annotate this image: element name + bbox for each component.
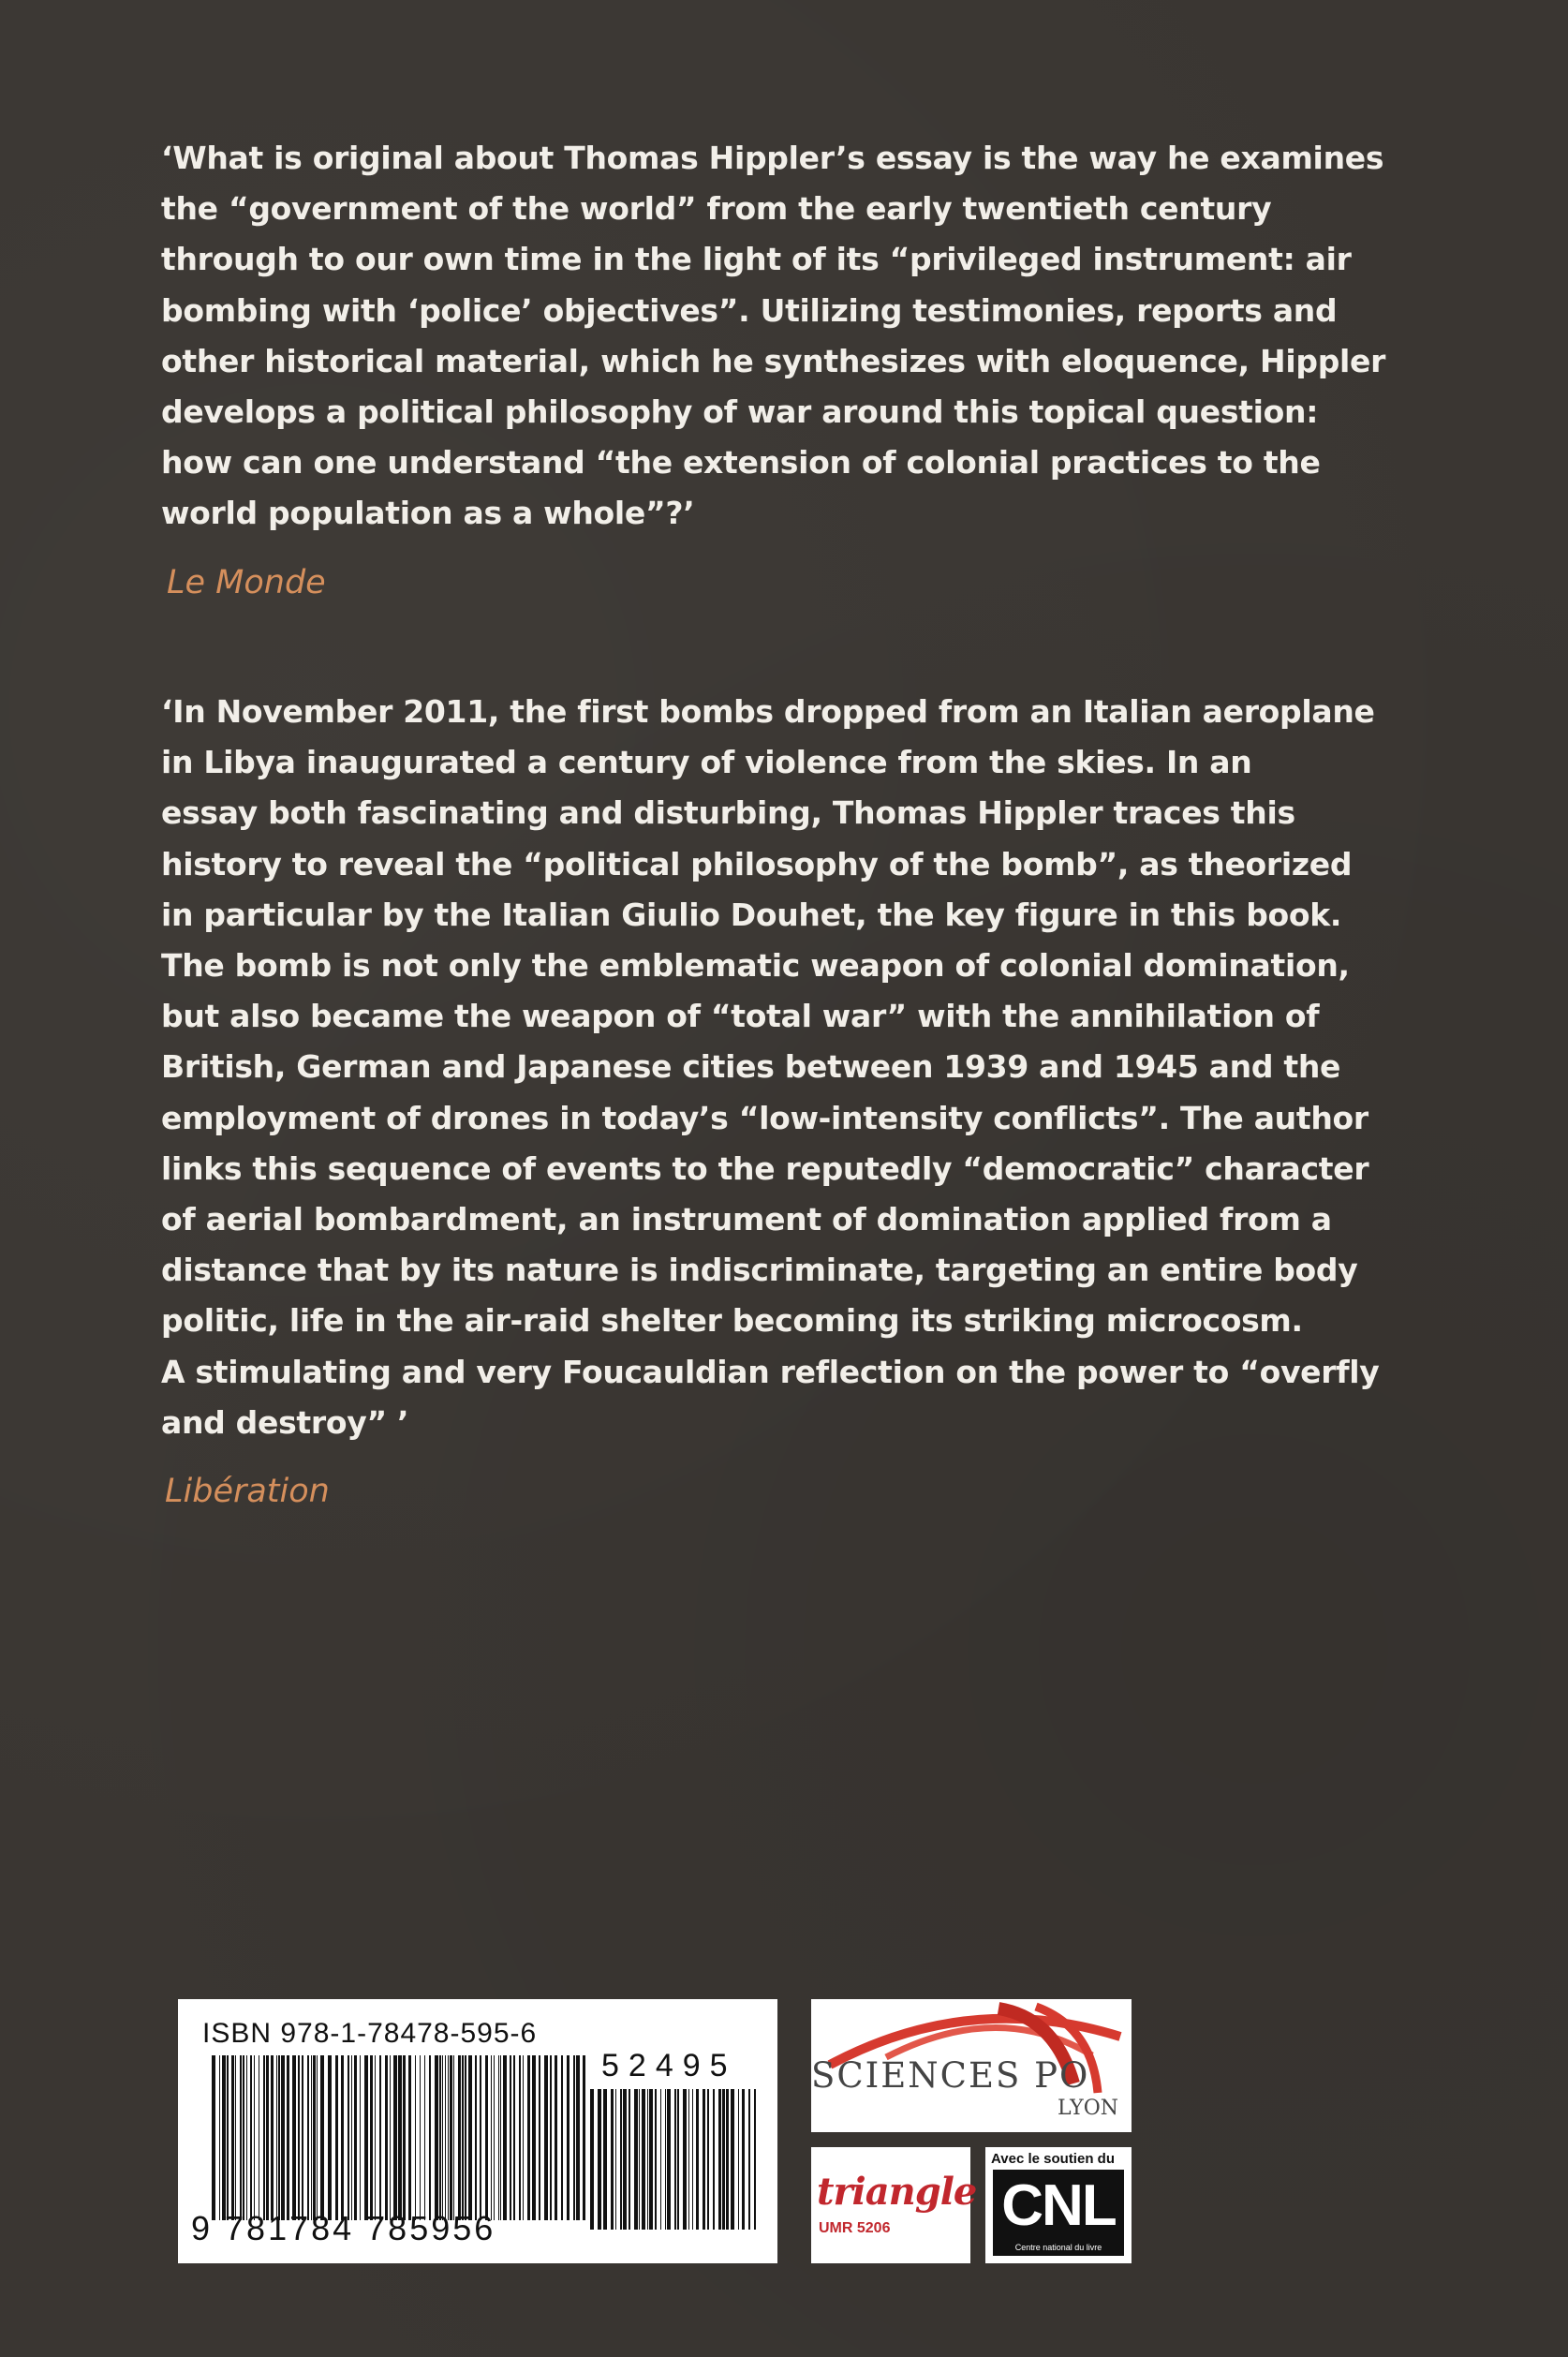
cnl-caption: Centre national du livre xyxy=(1014,2243,1102,2252)
cnl-logo xyxy=(985,2147,1132,2263)
triangle-subtitle: UMR 5206 xyxy=(819,2220,891,2236)
isbn-barcode xyxy=(178,1999,777,2263)
ean-digits: 9 781784 785956 xyxy=(191,2209,496,2247)
sciences-po-name: SCIENCES PO xyxy=(811,2055,1090,2096)
sciences-po-lyon-logo xyxy=(811,1999,1132,2132)
isbn-label: ISBN 978-1-78478-595-6 xyxy=(202,2018,538,2049)
addon-barcode-icon xyxy=(590,2089,759,2230)
price-code: 52495 xyxy=(601,2048,737,2083)
barcode-icon xyxy=(212,2055,586,2220)
sciences-po-city: LYON xyxy=(1057,2097,1118,2120)
review-source-liberation: Libération xyxy=(165,1473,330,1510)
review-source-le-monde: Le Monde xyxy=(167,564,326,601)
review-quote-le-monde: ‘What is original about Thomas Hippler’s essay is the way he examines the “government of the world” from the early twentieth century through to our own time in the light of its “privileged instrument: air bombing with ‘police’ objectives”. Utilizing testimonies, reports and other historical material, which he synthesizes with eloquence, Hippler develops a political philosophy of war around this topical question: how can one understand “the extension of colonial practices to the world population as a whole”?’ xyxy=(161,140,1386,532)
triangle-logo xyxy=(811,2147,977,2263)
triangle-name: triangle xyxy=(817,2170,977,2214)
review-quote-liberation: ‘In November 2011, the first bombs dropped from an Italian aeroplane in Libya inaugurated a century of violence from the skies. In an essay both fascinating and disturbing, Thomas Hippler traces this history to reveal the “political philosophy of the bomb”, as theorized in particular by the Italian Giulio Douhet, the key figure in this book. The bomb is not only the emblematic weapon of colonial domination, but also became the weapon of “total war” with the annihilation of British, German and Japanese cities between 1939 and 1945 and the employment of drones in today’s “low-intensity conflicts”. The author links this sequence of events to the reputedly “democratic” character of aerial bombardment, an instrument of domination applied from a distance that by its nature is indiscriminate, targeting an entire body politic, life in the air-raid shelter becoming its striking microcosm. A stimulating and very Foucauldian reflection on the power to “overfly and destroy” ’ xyxy=(161,693,1380,1441)
cnl-support-text: Avec le soutien du xyxy=(991,2151,1115,2167)
cnl-mark xyxy=(993,2170,1124,2256)
cnl-letters: CNL xyxy=(1001,2173,1116,2238)
